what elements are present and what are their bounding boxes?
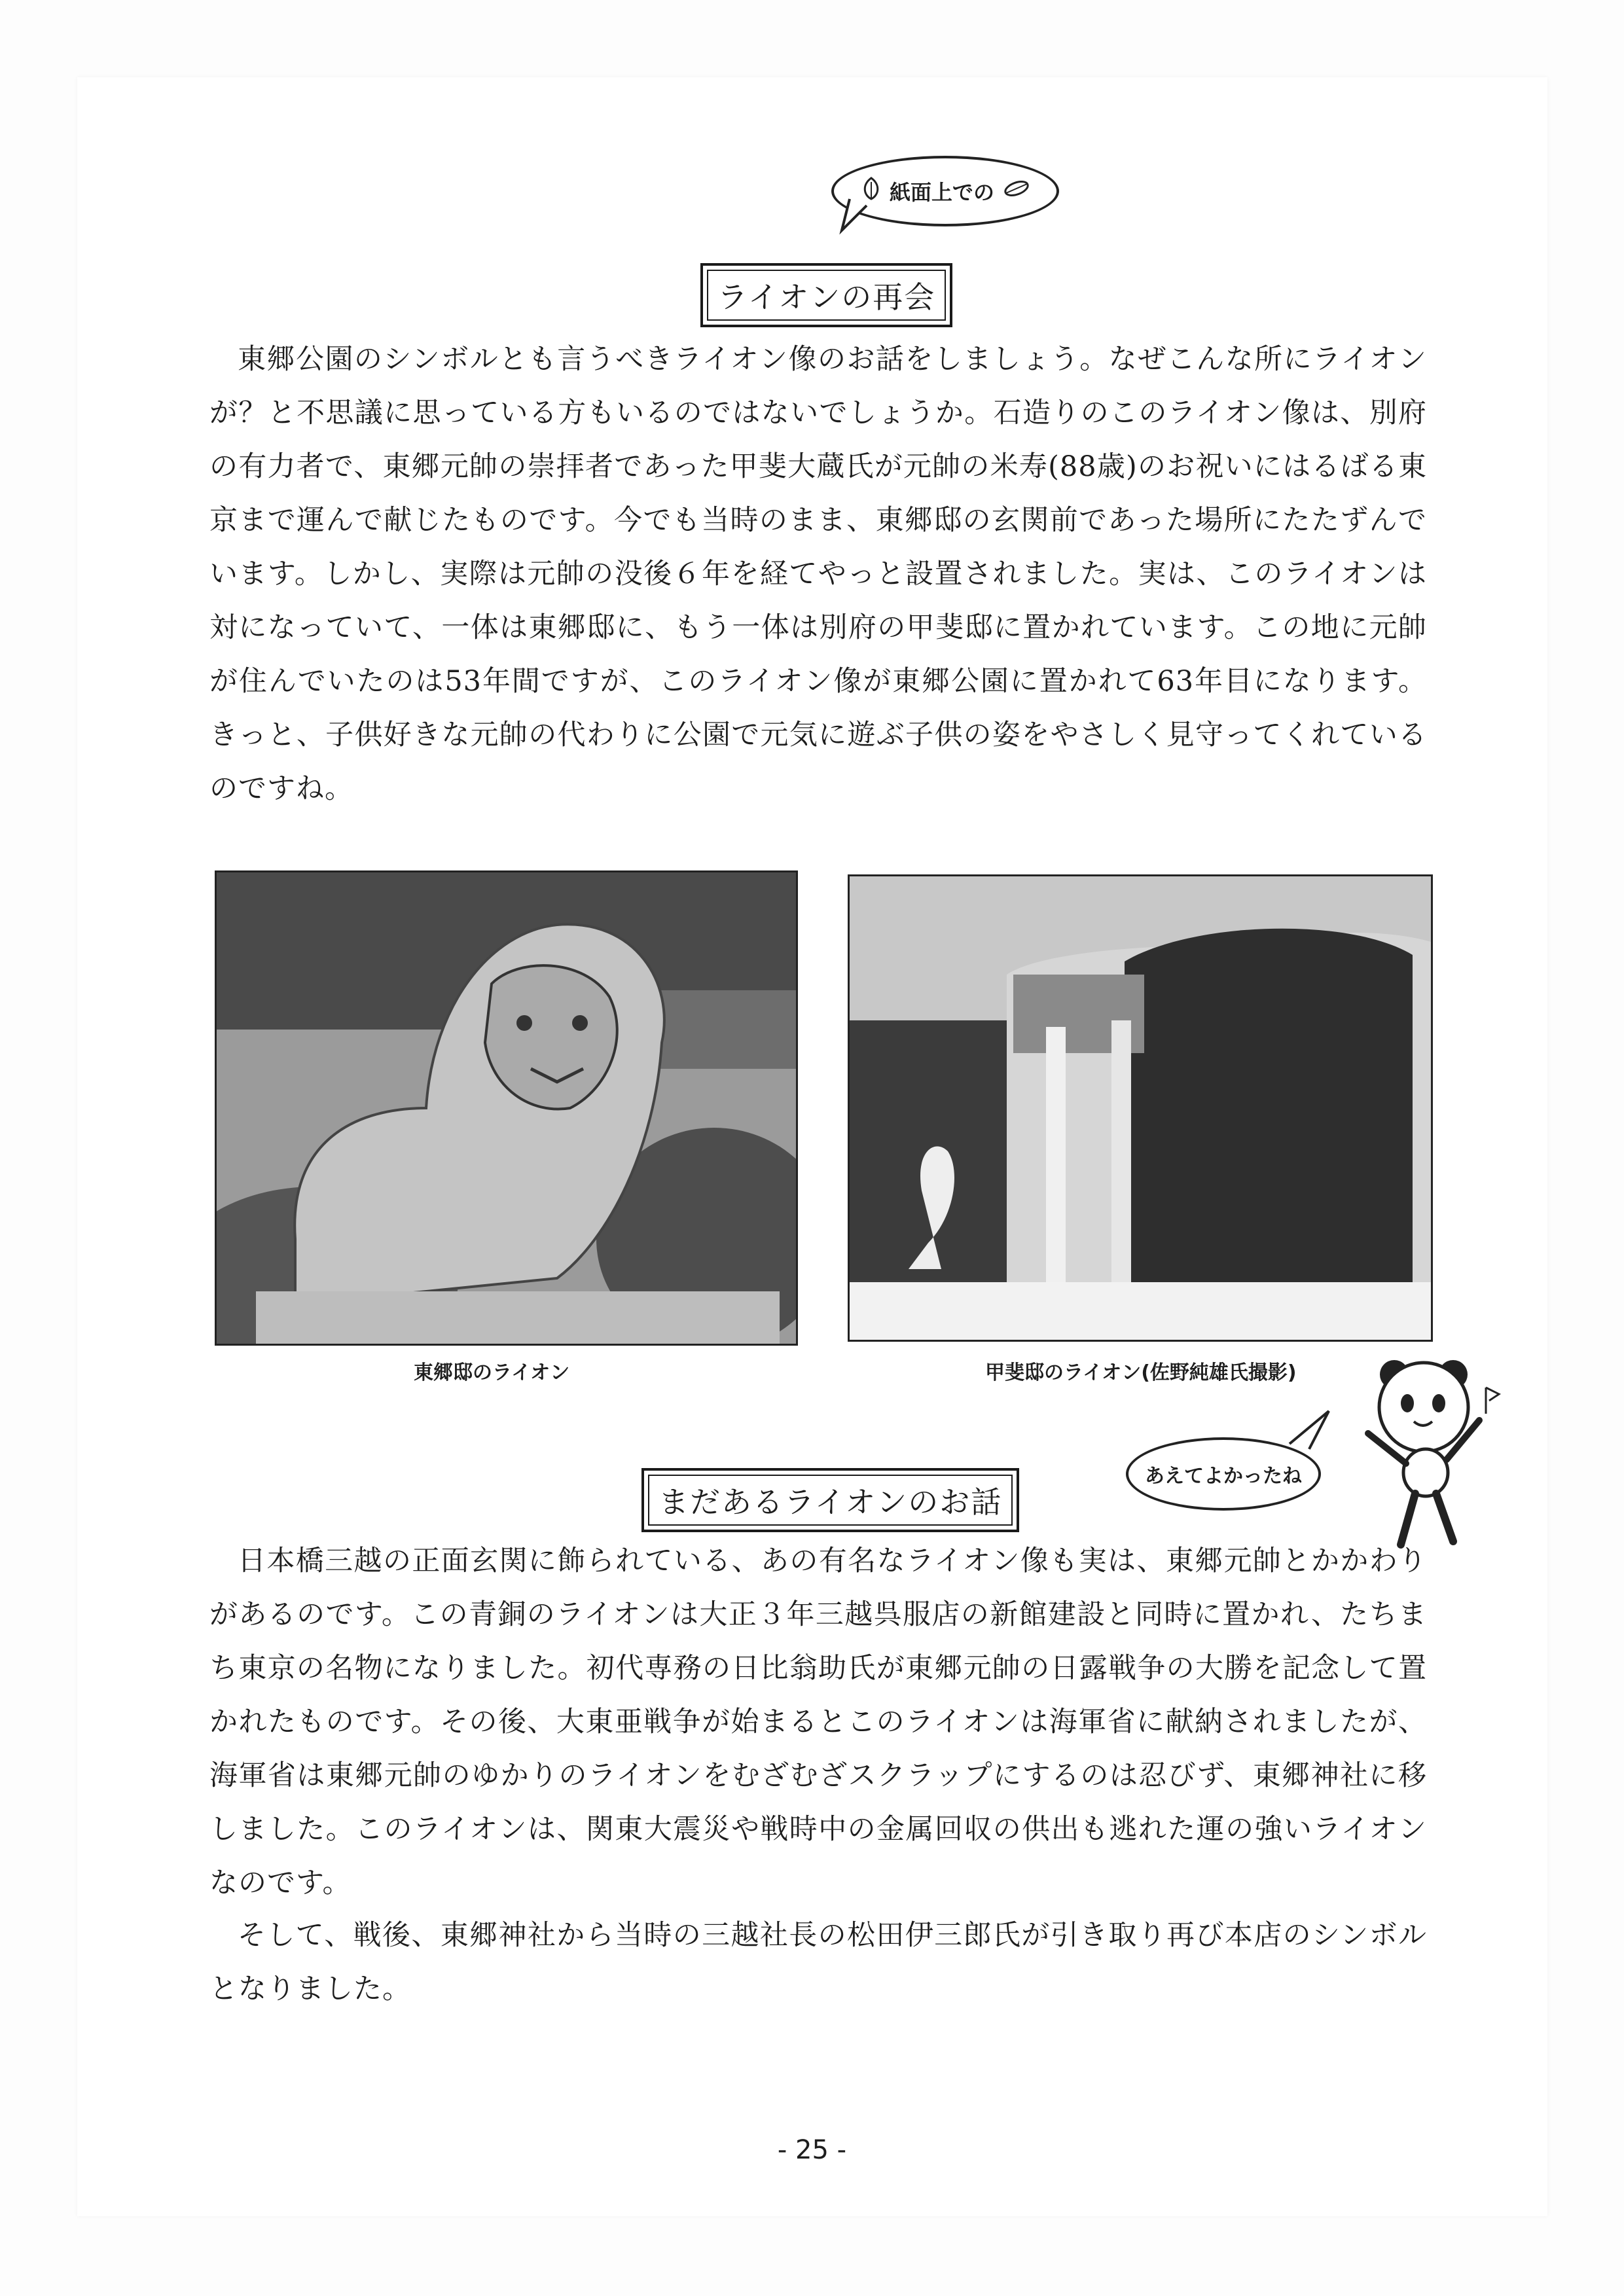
section2-body-paragraph-1: 日本橋三越の正面玄関に飾られている、あの有名なライオン像も実は、東郷元帥とかかわりがあるのです。この青銅のライオンは大正３年三越呉服店の新館建設と同時に置かれ、たちまち東京の名物になりました。初代専務の日比翁助氏が東郷元帥の日露戦争の大勝を記念して置かれたものです。その後、大東亜戦争が始まるとこのライオンは海軍省に献納されましたが、海軍省は東郷元帥のゆかりのライオンをむざむざスクラップにするのは忍びず、東郷神社に移しました。このライオンは、関東大震災や戦時中の金属回収の供出も逃れた運の強いライオンなのです。	[209, 1545, 1427, 1899]
mascot-bubble-tail	[1283, 1407, 1335, 1460]
page-number: - 25 -	[777, 2135, 847, 2165]
left-photo-caption: 東郷邸のライオン	[414, 1361, 570, 1384]
intro-bubble-label: 紙面上での	[889, 180, 994, 205]
section1-heading-box	[700, 263, 952, 327]
mascot-bubble-label: あえてよかったね	[1145, 1465, 1302, 1488]
kai-residence-lion-photo	[848, 874, 1433, 1342]
tougou-residence-lion-photo	[215, 870, 798, 1346]
section2-body-paragraph-2: そして、戦後、東郷神社から当時の三越社長の松田伊三郎氏が引き取り再び本店のシンボルとなりました。	[209, 1919, 1427, 2005]
intro-bubble-tail	[837, 196, 876, 236]
section2-heading: まだあるライオンのお話	[648, 1475, 1013, 1526]
section1-body: 東郷公園のシンボルとも言うべきライオン像のお話をしましょう。なぜこんな所にライオンが？と不思議に思っている方もいるのではないでしょうか。石造りのこのライオン像は、別府の有力者で、東郷元帥の崇拝者であった甲斐大蔵氏が元帥の米寿(88歳)のお祝いにはるばる東京まで運んで献じたものです。今でも当時のまま、東郷邸の玄関前であった場所にたたずんでいます。しかし、実際は元帥の没後６年を経てやっと設置されました。実は、このライオンは対になっていて、一体は東郷邸に、もう一体は別府の甲斐邸に置かれています。この地に元帥が住んでいたのは53年間ですが、このライオン像が東郷公園に置かれて63年目になります。きっと、子供好きな元帥の代わりに公園で元気に遊ぶ子供の姿をやさしく見守ってくれているのですね。	[209, 343, 1427, 805]
leaf-icon	[1002, 179, 1031, 204]
panda-mascot	[1355, 1348, 1512, 1564]
right-photo-caption: 甲斐邸のライオン(佐野純雄氏撮影)	[985, 1361, 1297, 1384]
section1-heading: ライオンの再会	[707, 270, 946, 321]
section2-heading-box	[641, 1468, 1019, 1532]
